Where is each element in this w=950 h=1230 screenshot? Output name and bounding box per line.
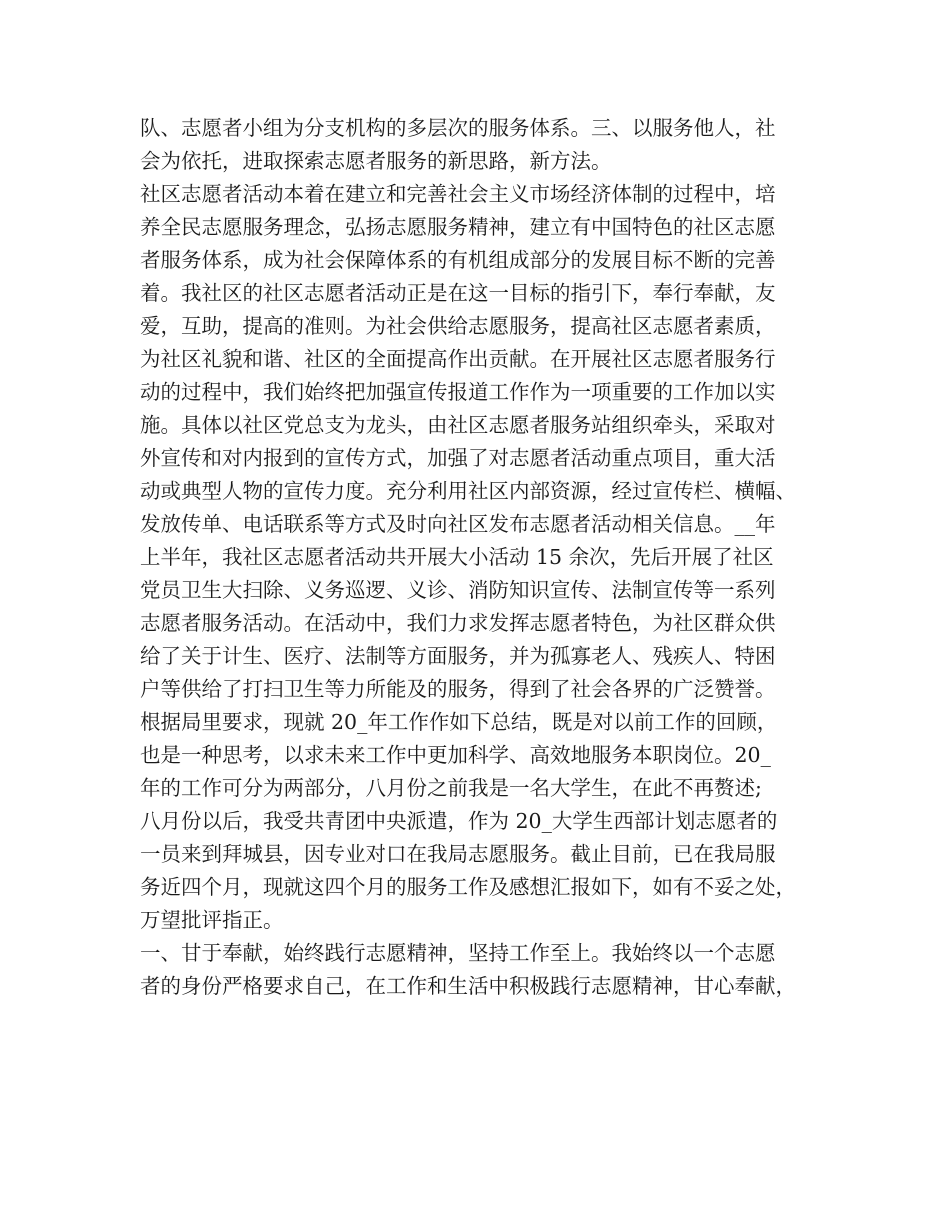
text-line: 社区志愿者活动本着在建立和完善社会主义市场经济体制的过程中，培 — [140, 182, 776, 206]
text-line: 八月份以后，我受共青团中央派遣，作为 20_大学生西部计划志愿者的 — [140, 809, 778, 833]
text-line: 动的过程中，我们始终把加强宣传报道工作作为一项重要的工作加以实 — [140, 380, 776, 404]
text-line: 为社区礼貌和谐、社区的全面提高作出贡献。在开展社区志愿者服务行 — [140, 347, 776, 371]
text-line: 给了关于计生、医疗、法制等方面服务，并为孤寡老人、残疾人、特困 — [140, 644, 776, 668]
text-line: 一员来到拜城县，因专业对口在我局志愿服务。截止目前，已在我局服 — [140, 842, 776, 866]
body-text — [140, 112, 830, 1003]
text-line: 爱，互助，提高的准则。为社会供给志愿服务，提高社区志愿者素质， — [140, 314, 776, 338]
text-line: 发放传单、电话联系等方式及时向社区发布志愿者活动相关信息。__年 — [140, 512, 776, 536]
text-line: 年的工作可分为两部分，八月份之前我是一名大学生，在此不再赘述; — [140, 776, 762, 800]
text-line: 施。具体以社区党总支为龙头，由社区志愿者服务站组织牵头，采取对 — [140, 413, 776, 437]
text-line: 养全民志愿服务理念，弘扬志愿服务精神，建立有中国特色的社区志愿 — [140, 215, 776, 239]
text-line: 者的身份严格要求自己，在工作和生活中积极践行志愿精神，甘心奉献， — [140, 974, 796, 998]
text-line: 也是一种思考，以求未来工作中更加科学、高效地服务本职岗位。20_ — [140, 743, 771, 767]
text-line: 动或典型人物的宣传力度。充分利用社区内部资源，经过宣传栏、横幅、 — [140, 479, 796, 503]
text-line: 一、甘于奉献，始终践行志愿精神，坚持工作至上。我始终以一个志愿 — [140, 941, 776, 965]
text-line: 者服务体系，成为社会保障体系的有机组成部分的发展目标不断的完善 — [140, 248, 776, 272]
text-line: 会为依托，进取探索志愿者服务的新思路，新方法。 — [140, 149, 612, 173]
text-line: 外宣传和对内报到的宣传方式，加强了对志愿者活动重点项目，重大活 — [140, 446, 776, 470]
text-line: 根据局里要求，现就 20_年工作作如下总结，既是对以前工作的回顾， — [140, 710, 778, 734]
text-line: 党员卫生大扫除、义务巡逻、义诊、消防知识宣传、法制宣传等一系列 — [140, 578, 776, 602]
text-line: 队、志愿者小组为分支机构的多层次的服务体系。三、以服务他人，社 — [140, 116, 776, 140]
text-line: 务近四个月，现就这四个月的服务工作及感想汇报如下，如有不妥之处， — [140, 875, 796, 899]
text-line: 户等供给了打扫卫生等力所能及的服务，得到了社会各界的广泛赞誉。 — [140, 677, 776, 701]
text-line: 志愿者服务活动。在活动中，我们力求发挥志愿者特色，为社区群众供 — [140, 611, 776, 635]
text-line: 着。我社区的社区志愿者活动正是在这一目标的指引下，奉行奉献，友 — [140, 281, 776, 305]
text-line: 万望批评指正。 — [140, 908, 284, 932]
text-line: 上半年，我社区志愿者活动共开展大小活动 15 余次，先后开展了社区 — [140, 545, 774, 569]
